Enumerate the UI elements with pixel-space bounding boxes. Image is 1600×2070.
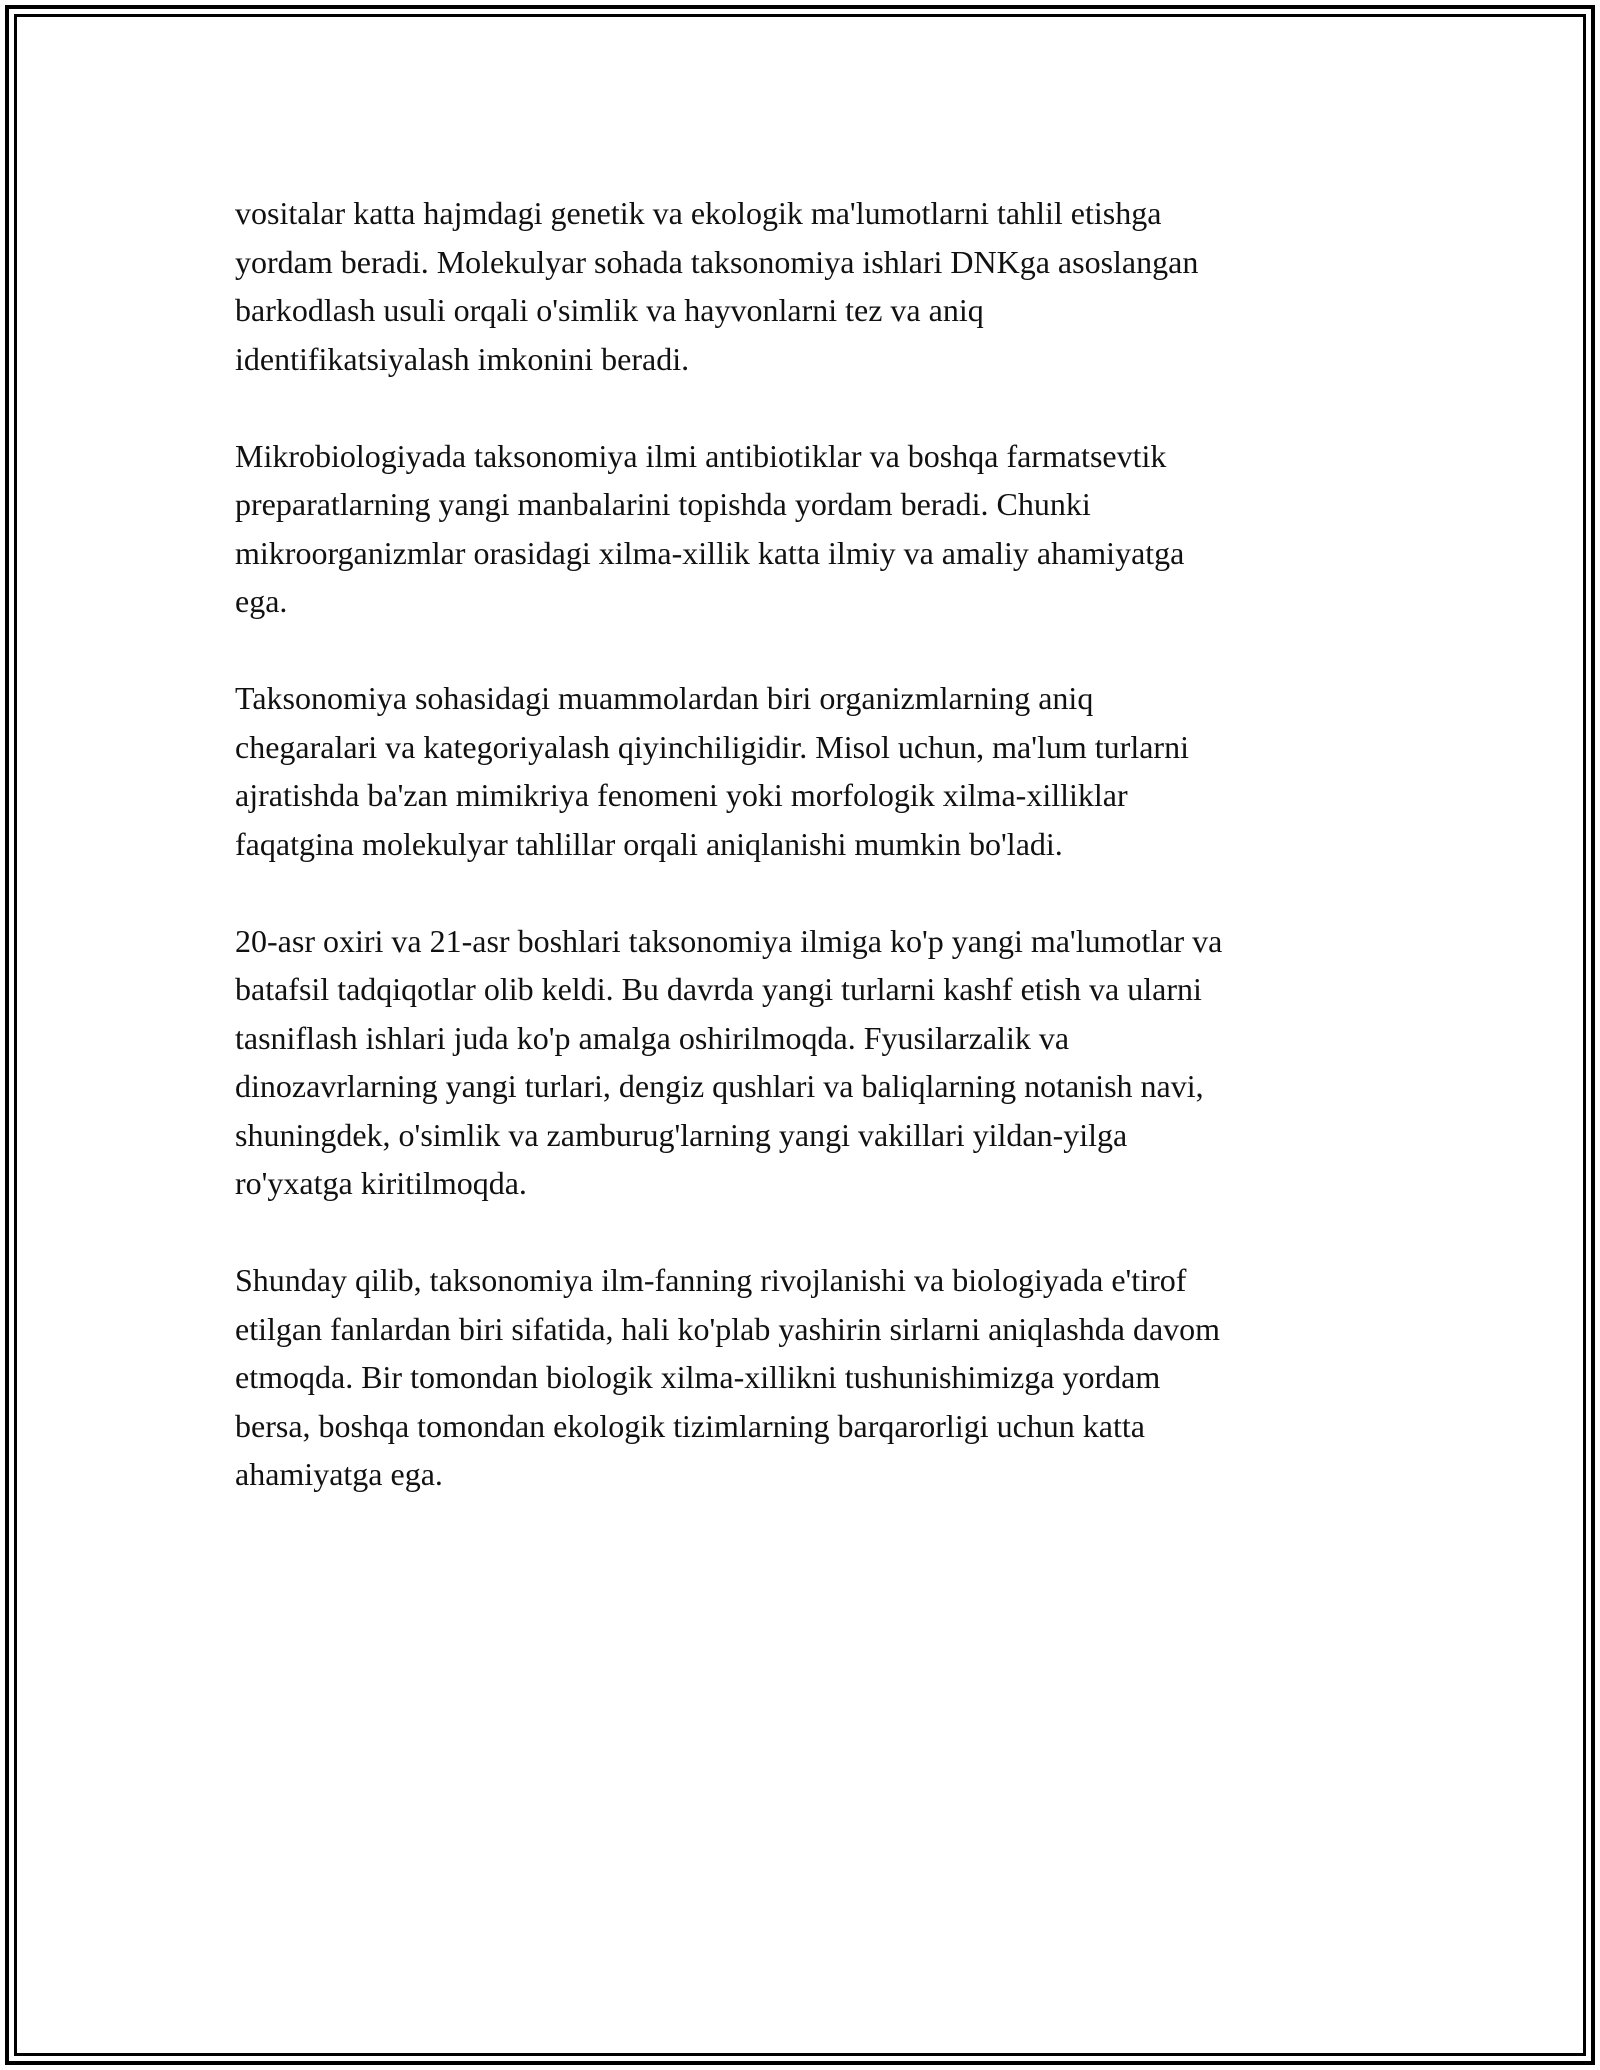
text-line: etmoqda. Bir tomondan biologik xilma-xillikni tushunishimizga yordam <box>235 1359 1161 1395</box>
text-line: dinozavrlarning yangi turlari, dengiz qushlari va baliqlarning notanish navi, <box>235 1068 1204 1104</box>
text-line: barkodlash usuli orqali o'simlik va hayvonlarni tez va aniq <box>235 292 984 328</box>
text-line: 20-asr oxiri va 21-asr boshlari taksonomiya ilmiga ko'p yangi ma'lumotlar va <box>235 922 1223 959</box>
paragraph <box>235 917 1375 1208</box>
text-line: yordam beradi. Molekulyar sohada taksonomiya ishlari DNKga asoslangan <box>235 243 1199 280</box>
text-line: Taksonomiya sohasidagi muammolardan biri organizmlarning aniq <box>235 680 1094 716</box>
text-line: ega. <box>235 583 288 619</box>
paragraph <box>235 432 1375 626</box>
text-line: bersa, boshqa tomondan ekologik tizimlarning barqarorligi uchun katta <box>235 1407 1145 1444</box>
document-body <box>235 189 1375 1547</box>
text-line: vositalar katta hajmdagi genetik va ekologik ma'lumotlarni tahlil etishga <box>235 195 1162 231</box>
paragraph <box>235 189 1375 383</box>
text-line: ajratishda ba'zan mimikriya fenomeni yoki morfologik xilma-xilliklar <box>235 777 1128 813</box>
text-line: Shunday qilib, taksonomiya ilm-fanning rivojlanishi va biologiyada e'tirof <box>235 1262 1187 1298</box>
text-line: chegaralari va kategoriyalash qiyinchiligidir. Misol uchun, ma'lum turlarni <box>235 728 1189 765</box>
text-line: etilgan fanlardan biri sifatida, hali ko'plab yashirin sirlarni aniqlashda davom <box>235 1310 1221 1347</box>
paragraph <box>235 1256 1375 1499</box>
text-line: shuningdek, o'simlik va zamburug'larning yangi vakillari yildan-yilga <box>235 1116 1128 1153</box>
text-line: identifikatsiyalash imkonini beradi. <box>235 340 690 377</box>
text-line: mikroorganizmlar orasidagi xilma-xillik katta ilmiy va amaliy ahamiyatga <box>235 534 1185 571</box>
text-line: preparatlarning yangi manbalarini topishda yordam beradi. Chunki <box>235 486 1091 522</box>
text-line: faqatgina molekulyar tahlillar orqali aniqlanishi mumkin bo'ladi. <box>235 825 1063 862</box>
text-line: batafsil tadqiqotlar olib keldi. Bu davrda yangi turlarni kashf etish va ularni <box>235 971 1202 1007</box>
text-line: Mikrobiologiyada taksonomiya ilmi antibiotiklar va boshqa farmatsevtik <box>235 437 1167 474</box>
text-line: ahamiyatga ega. <box>235 1456 443 1492</box>
text-line: tasniflash ishlari juda ko'p amalga oshirilmoqda. Fyusilarzalik va <box>235 1019 1070 1056</box>
text-line: ro'yxatga kiritilmoqda. <box>235 1165 527 1201</box>
paragraph <box>235 674 1375 868</box>
